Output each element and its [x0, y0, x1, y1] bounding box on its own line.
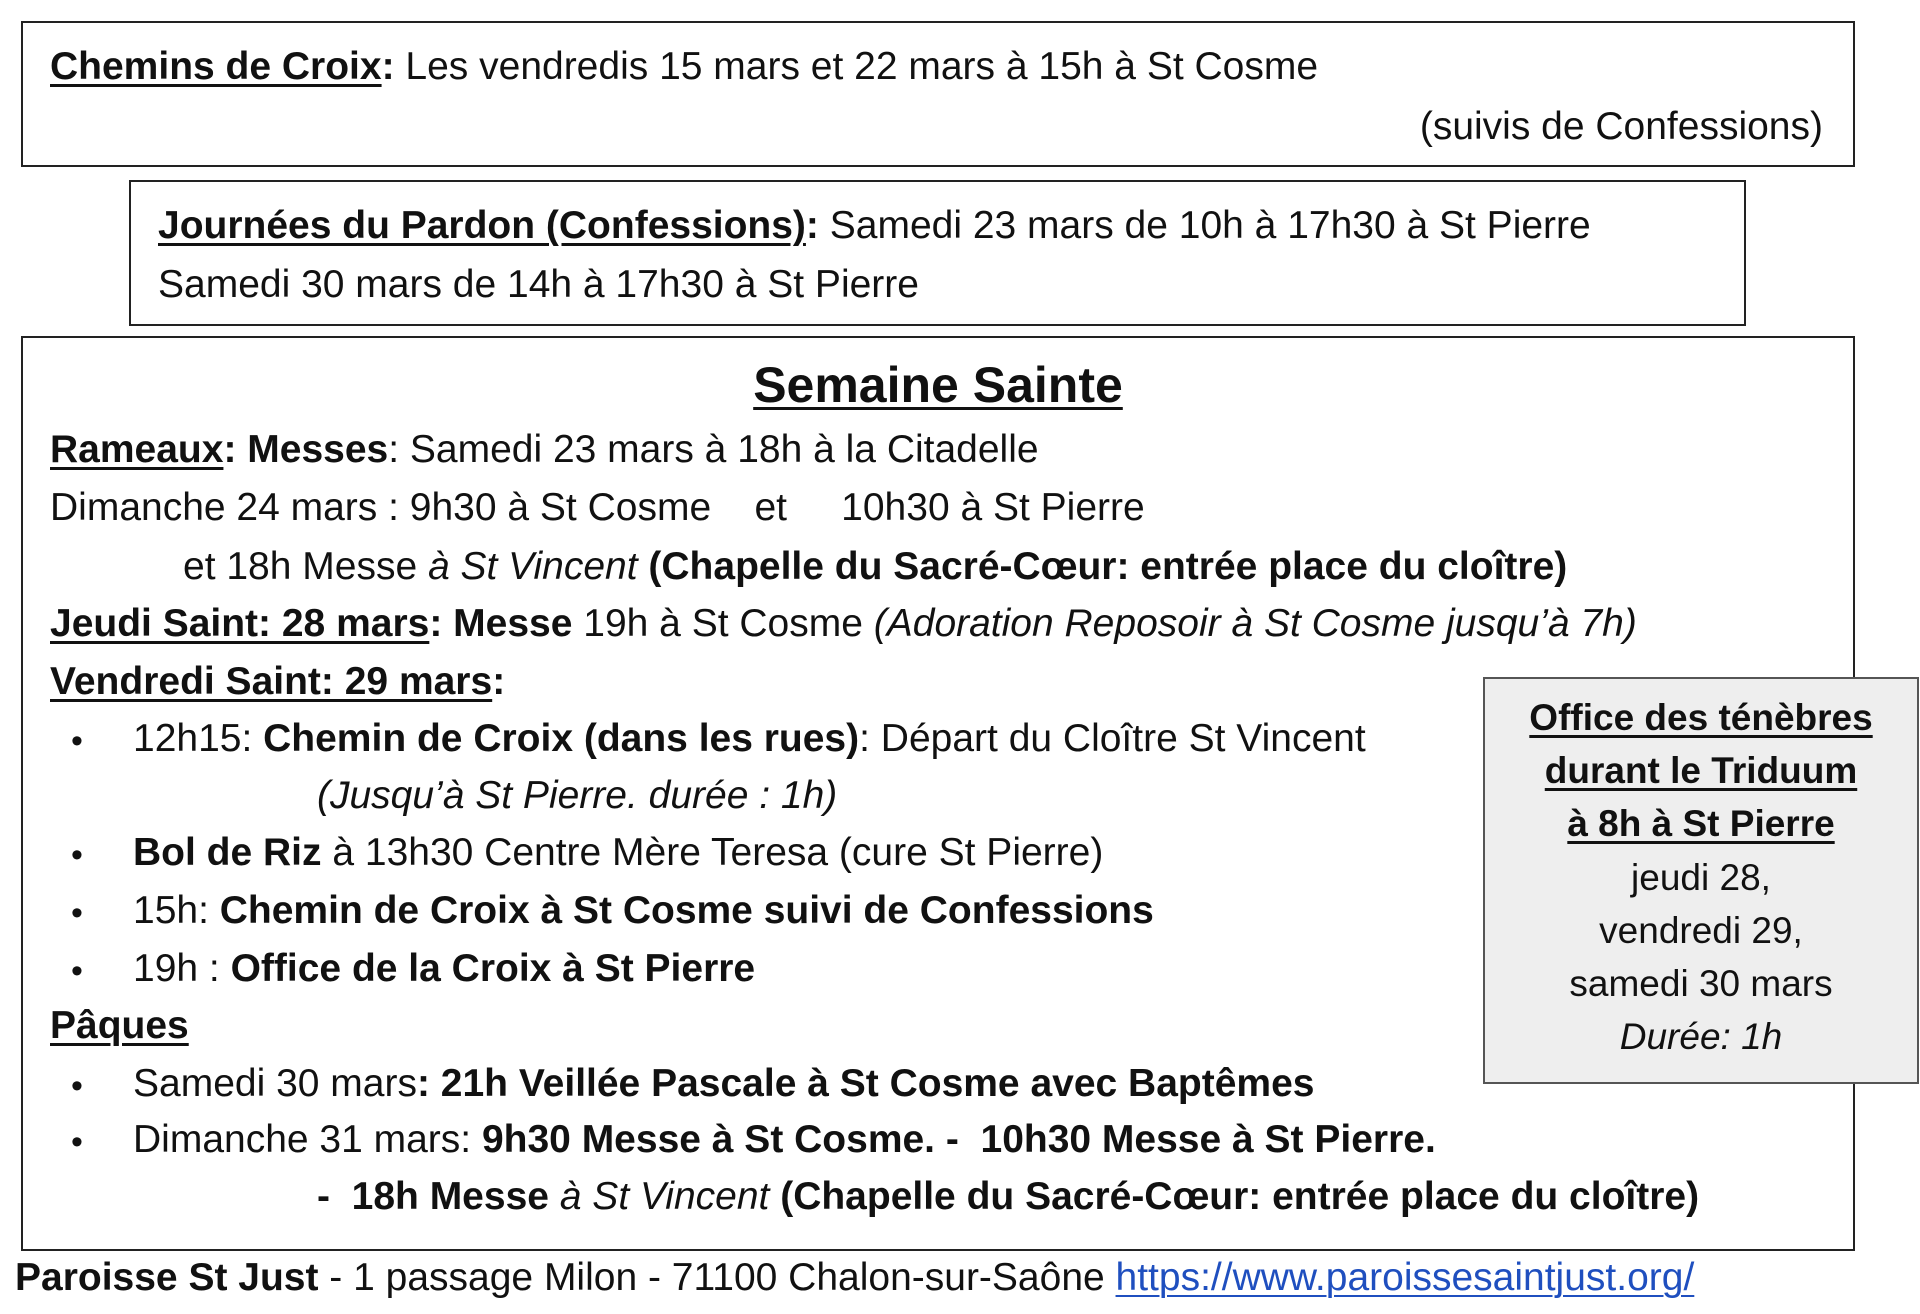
pardon-line1	[158, 206, 1591, 245]
vendredi-item2	[133, 833, 1103, 872]
rameaux-colon: :	[223, 428, 237, 471]
tenebres-line2: durant le Triduum	[1544, 750, 1858, 791]
chemins-heading: Chemins de Croix	[50, 45, 382, 88]
bullet-icon: •	[71, 952, 83, 990]
footer-website-link[interactable]: https://www.paroissesaintjust.org/	[1115, 1256, 1695, 1299]
rameaux-line3-a: et 18h Messe	[183, 545, 428, 588]
vendredi-heading: Vendredi Saint: 29 mars	[50, 660, 493, 703]
paques-item3	[317, 1177, 1699, 1216]
rameaux-line1-rest: : Samedi 23 mars à 18h à la Citadelle	[388, 428, 1039, 471]
paques-item1-time: Samedi 30 mars	[133, 1062, 417, 1105]
paques-item2	[133, 1120, 1436, 1159]
pardon-date2: Samedi 30 mars de 14h à 17h30 à St Pierre	[158, 263, 919, 306]
footer	[15, 1258, 1694, 1297]
jeudi-note: (Adoration Reposoir à St Cosme jusqu’à 7h)	[873, 602, 1637, 645]
vendredi-line	[50, 662, 505, 701]
pardon-date1: Samedi 23 mars de 10h à 17h30 à St Pierre	[818, 204, 1591, 247]
office-tenebres-box	[1483, 677, 1919, 1084]
paques-item2-bold: 9h30 Messe à St Cosme. - 10h30 Messe à St Pierre.	[481, 1118, 1436, 1161]
rameaux-line1	[50, 430, 1039, 469]
tenebres-day2: vendredi 29,	[1599, 910, 1803, 951]
bullet-icon: •	[71, 1067, 83, 1105]
paques-item1	[133, 1064, 1314, 1103]
bullet-icon: •	[71, 1123, 83, 1161]
paques-item1-bold: : 21h Veillée Pascale à St Cosme avec Baptêmes	[416, 1062, 1315, 1105]
vendredi-item2-rest: à 13h30 Centre Mère Teresa (cure St Pierre)	[321, 831, 1104, 874]
vendredi-item3-time: 15h:	[133, 889, 220, 932]
vendredi-item2-bold: Bol de Riz	[133, 831, 322, 874]
vendredi-item4-time: 19h :	[133, 947, 231, 990]
paques-item2-time: Dimanche 31 mars:	[133, 1118, 482, 1161]
tenebres-duree: Durée: 1h	[1619, 1016, 1783, 1057]
tenebres-line1: Office des ténèbres	[1529, 697, 1873, 738]
vendredi-item1	[133, 719, 1366, 758]
chemins-line	[50, 47, 1318, 86]
paques-item3-c: (Chapelle du Sacré-Cœur: entrée place du cloître)	[769, 1175, 1700, 1218]
rameaux-line3-b: à St Vincent	[427, 545, 638, 588]
pardon-heading: Journées du Pardon (Confessions)	[158, 204, 806, 247]
tenebres-day3: samedi 30 mars	[1569, 963, 1833, 1004]
vendredi-item1-rest: : Départ du Cloître St Vincent	[859, 717, 1366, 760]
bullet-icon: •	[71, 894, 83, 932]
jeudi-heading: Jeudi Saint: 28 mars	[50, 602, 430, 645]
vendredi-item3	[133, 891, 1154, 930]
tenebres-day1: jeudi 28,	[1631, 857, 1771, 898]
rameaux-heading: Rameaux	[50, 428, 224, 471]
rameaux-line3-c: (Chapelle du Sacré-Cœur: entrée place du cloître)	[637, 545, 1568, 588]
vendredi-colon: :	[492, 660, 506, 703]
vendredi-item1-bold: Chemin de Croix (dans les rues)	[263, 717, 860, 760]
jeudi-colon: :	[429, 602, 443, 645]
paques-item3-b: à St Vincent	[559, 1175, 770, 1218]
jeudi-line	[50, 604, 1637, 643]
vendredi-item3-bold: Chemin de Croix à St Cosme suivi de Confessions	[219, 889, 1154, 932]
bullet-icon: •	[71, 722, 83, 760]
jeudi-time: 19h à St Cosme	[572, 602, 874, 645]
tenebres-line3: à 8h à St Pierre	[1567, 803, 1835, 844]
jeudi-messe-label: Messe	[442, 602, 573, 645]
vendredi-item1-note: (Jusqu’à St Pierre. durée : 1h)	[317, 774, 838, 817]
chemins-colon: :	[381, 45, 395, 88]
rameaux-messes-label: Messes	[236, 428, 389, 471]
paques-heading: Pâques	[50, 1004, 189, 1047]
rameaux-line2: Dimanche 24 mars : 9h30 à St Cosme et 10h30 à St Pierre	[50, 486, 1145, 529]
chemins-text: Les vendredis 15 mars et 22 mars à 15h à St Cosme	[394, 45, 1319, 88]
vendredi-item4-bold: Office de la Croix à St Pierre	[230, 947, 756, 990]
vendredi-item1-time: 12h15:	[133, 717, 264, 760]
chemins-de-croix-box	[21, 21, 1855, 167]
semaine-title: Semaine Sainte	[753, 357, 1123, 413]
vendredi-item4	[133, 949, 755, 988]
rameaux-line3	[183, 547, 1567, 586]
chemins-note: (suivis de Confessions)	[1419, 105, 1823, 148]
journees-du-pardon-box	[129, 180, 1746, 326]
pardon-colon: :	[805, 204, 819, 247]
footer-address: - 1 passage Milon - 71100 Chalon-sur-Saône	[318, 1256, 1116, 1299]
footer-name: Paroisse St Just	[15, 1256, 319, 1299]
paques-item3-a: - 18h Messe	[317, 1175, 560, 1218]
bullet-icon: •	[71, 836, 83, 874]
